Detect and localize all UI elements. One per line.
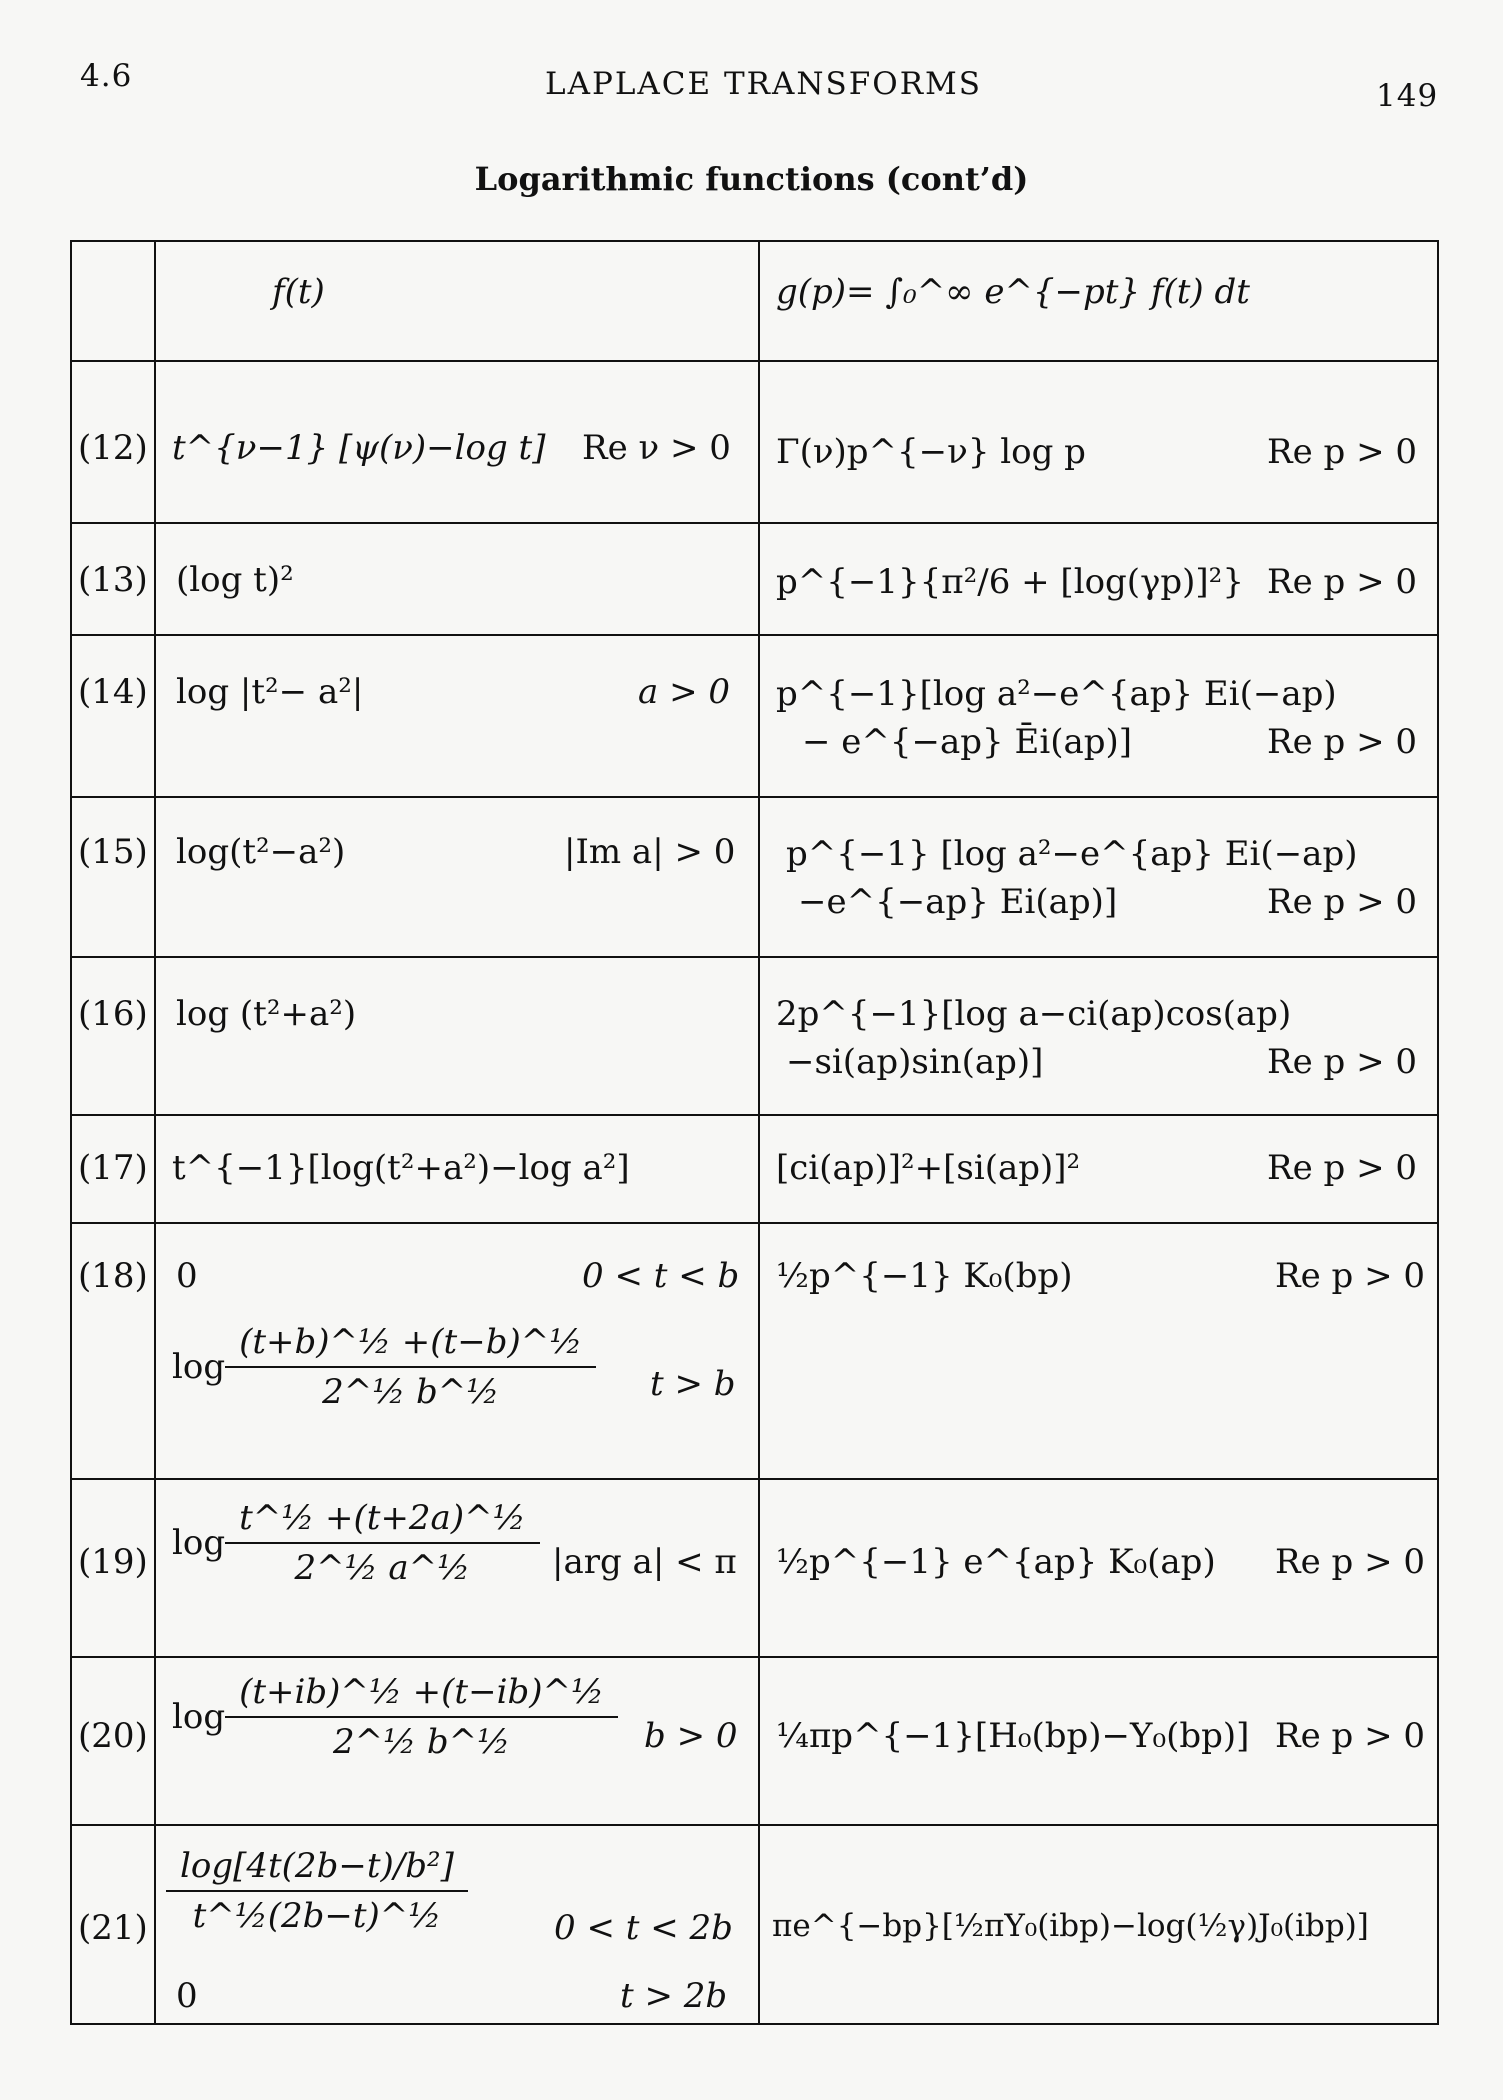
g-expression-line-1: 2p^{−1}[log a−ci(ap)cos(ap) xyxy=(776,994,1292,1034)
fraction xyxy=(225,1322,596,1412)
fraction-numerator: t^½ +(t+2a)^½ xyxy=(239,1498,526,1538)
fraction-bar xyxy=(225,1542,539,1544)
log-label: log xyxy=(172,1697,226,1737)
row-rule xyxy=(72,522,1437,524)
g-condition: Re p > 0 xyxy=(1275,1542,1426,1582)
f-expression-case-2 xyxy=(172,1322,596,1412)
fraction-denominator: 2^½ b^½ xyxy=(332,1722,511,1762)
row-rule xyxy=(72,1222,1437,1224)
g-condition: Re p > 0 xyxy=(1267,562,1418,602)
row-number: (14) xyxy=(78,672,148,712)
f-condition-case-1: 0 < t < 2b xyxy=(554,1908,733,1948)
g-expression: πe^{−bp}[½πY₀(ibp)−log(½γ)J₀(ibp)] xyxy=(772,1908,1369,1944)
g-expression-line-2: −e^{−ap} Ei(ap)] xyxy=(798,882,1118,922)
g-expression: ¼πp^{−1}[H₀(bp)−Y₀(bp)] xyxy=(776,1716,1250,1756)
f-expression: log |t²− a²| xyxy=(176,672,364,712)
row-number: (16) xyxy=(78,994,148,1034)
f-condition-case-2: t > 2b xyxy=(620,1976,728,2016)
fraction xyxy=(166,1846,468,1936)
fraction-bar xyxy=(225,1716,618,1718)
fraction-denominator: t^½(2b−t)^½ xyxy=(192,1896,442,1936)
row-rule xyxy=(72,1656,1437,1658)
row-rule xyxy=(72,1478,1437,1480)
column-rule xyxy=(154,242,156,2023)
row-number: (12) xyxy=(78,428,148,468)
row-number: (18) xyxy=(78,1256,148,1296)
f-condition: |Im a| > 0 xyxy=(564,832,736,872)
g-expression: ½p^{−1} e^{ap} K₀(ap) xyxy=(776,1542,1216,1582)
page-number: 149 xyxy=(1376,78,1439,114)
column-rule xyxy=(758,242,760,2023)
f-expression: t^{ν−1} [ψ(ν)−log t] xyxy=(172,428,546,468)
g-condition: Re p > 0 xyxy=(1267,722,1418,762)
fraction-bar xyxy=(225,1366,596,1368)
row-rule xyxy=(72,1114,1437,1116)
f-expression: (log t)² xyxy=(176,560,294,600)
g-expression: ½p^{−1} K₀(bp) xyxy=(776,1256,1073,1296)
row-number: (19) xyxy=(78,1542,148,1582)
row-rule xyxy=(72,634,1437,636)
fraction-bar xyxy=(166,1890,468,1892)
f-condition: Re ν > 0 xyxy=(582,428,731,468)
section-number: 4.6 xyxy=(80,58,133,94)
g-expression: [ci(ap)]²+[si(ap)]² xyxy=(776,1148,1081,1188)
f-condition-case-2: t > b xyxy=(650,1364,736,1404)
g-expression-line-1: p^{−1}[log a²−e^{ap} Ei(−ap) xyxy=(776,674,1337,714)
g-expression: Γ(ν)p^{−ν} log p xyxy=(776,432,1086,472)
fraction-numerator: (t+ib)^½ +(t−ib)^½ xyxy=(239,1672,604,1712)
row-number: (20) xyxy=(78,1716,148,1756)
column-header-f: f(t) xyxy=(272,272,325,312)
fraction-numerator: (t+b)^½ +(t−b)^½ xyxy=(239,1322,583,1362)
f-condition: b > 0 xyxy=(644,1716,738,1756)
f-expression xyxy=(172,1498,540,1588)
f-expression: log(t²−a²) xyxy=(176,832,346,872)
row-rule xyxy=(72,360,1437,362)
log-label: log xyxy=(172,1523,226,1563)
g-condition: Re p > 0 xyxy=(1267,1148,1418,1188)
g-expression-line-1: p^{−1} [log a²−e^{ap} Ei(−ap) xyxy=(786,834,1358,874)
row-rule xyxy=(72,796,1437,798)
log-label: log xyxy=(172,1347,226,1387)
f-expression xyxy=(172,1672,618,1762)
f-expression-case-1: 0 xyxy=(176,1256,198,1296)
fraction xyxy=(225,1498,539,1588)
row-rule xyxy=(72,956,1437,958)
running-title: LAPLACE TRANSFORMS xyxy=(545,66,983,102)
g-condition: Re p > 0 xyxy=(1275,1256,1426,1296)
f-expression: t^{−1}[log(t²+a²)−log a²] xyxy=(172,1148,630,1188)
g-expression-line-2: −si(ap)sin(ap)] xyxy=(786,1042,1044,1082)
transform-table xyxy=(70,240,1439,2025)
g-condition: Re p > 0 xyxy=(1267,882,1418,922)
row-number: (21) xyxy=(78,1908,148,1948)
row-number: (15) xyxy=(78,832,148,872)
fraction xyxy=(225,1672,618,1762)
fraction-numerator: log[4t(2b−t)/b²] xyxy=(180,1846,454,1886)
f-condition-case-1: 0 < t < b xyxy=(582,1256,740,1296)
row-rule xyxy=(72,1824,1437,1826)
g-expression-line-2: − e^{−ap} Ēi(ap)] xyxy=(802,722,1133,762)
g-condition: Re p > 0 xyxy=(1275,1716,1426,1756)
row-number: (13) xyxy=(78,560,148,600)
table-subtitle: Logarithmic functions (cont’d) xyxy=(474,160,1029,198)
fraction-denominator: 2^½ a^½ xyxy=(294,1548,471,1588)
g-condition: Re p > 0 xyxy=(1267,1042,1418,1082)
column-header-g: g(p)= ∫₀^∞ e^{−pt} f(t) dt xyxy=(776,272,1250,312)
f-expression-case-1 xyxy=(166,1846,468,1936)
f-expression-case-2: 0 xyxy=(176,1976,198,2016)
row-number: (17) xyxy=(78,1148,148,1188)
g-condition: Re p > 0 xyxy=(1267,432,1418,472)
f-condition: |arg a| < π xyxy=(552,1542,737,1582)
f-condition: a > 0 xyxy=(638,672,731,712)
fraction-denominator: 2^½ b^½ xyxy=(322,1372,500,1412)
f-expression: log (t²+a²) xyxy=(176,994,357,1034)
g-expression: p^{−1}{π²/6 + [log(γp)]²} xyxy=(776,562,1244,602)
